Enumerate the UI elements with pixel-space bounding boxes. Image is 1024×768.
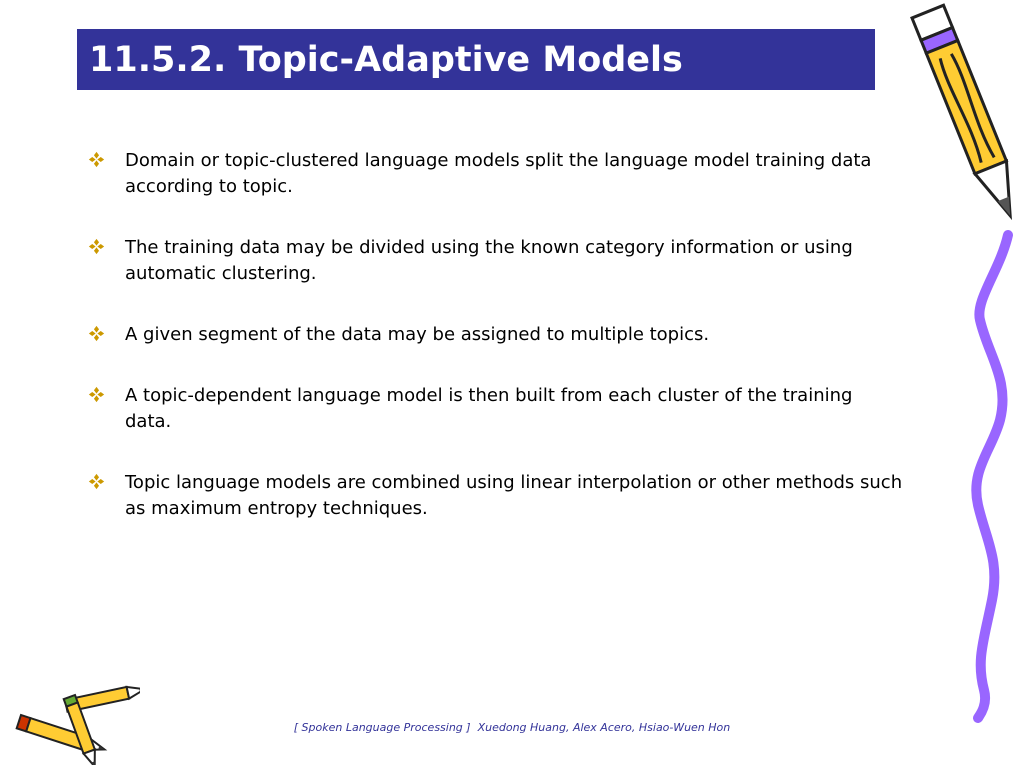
diamond-bullet-icon (88, 386, 105, 403)
footer-citation: [ Spoken Language Processing ] Xuedong Huang, Alex Acero, Hsiao-Wuen Hon (293, 721, 731, 734)
bullet-list (88, 148, 903, 557)
bullet-text: The training data may be divided using the known category information or using automatic clustering. (125, 237, 853, 284)
bullet-item (88, 322, 903, 348)
diamond-bullet-icon (88, 151, 105, 168)
pencil-icon (880, 0, 1024, 730)
bullet-text: Topic language models are combined using linear interpolation or other methods such as maximum entropy techniques. (125, 472, 903, 519)
slide-title: 11.5.2. Topic-Adaptive Models (89, 40, 683, 80)
title-bar (77, 29, 875, 90)
bullet-text: A given segment of the data may be assigned to multiple topics. (125, 324, 710, 345)
bullet-item (88, 148, 903, 200)
bullet-text: Domain or topic-clustered language models split the language model training data according to topic. (125, 150, 872, 197)
bullet-item (88, 383, 903, 435)
bullet-text: A topic-dependent language model is then built from each cluster of the training data. (125, 385, 853, 432)
diamond-bullet-icon (88, 238, 105, 255)
bullet-item (88, 235, 903, 287)
diamond-bullet-icon (88, 473, 105, 490)
bullet-item (88, 470, 903, 522)
diamond-bullet-icon (88, 325, 105, 342)
